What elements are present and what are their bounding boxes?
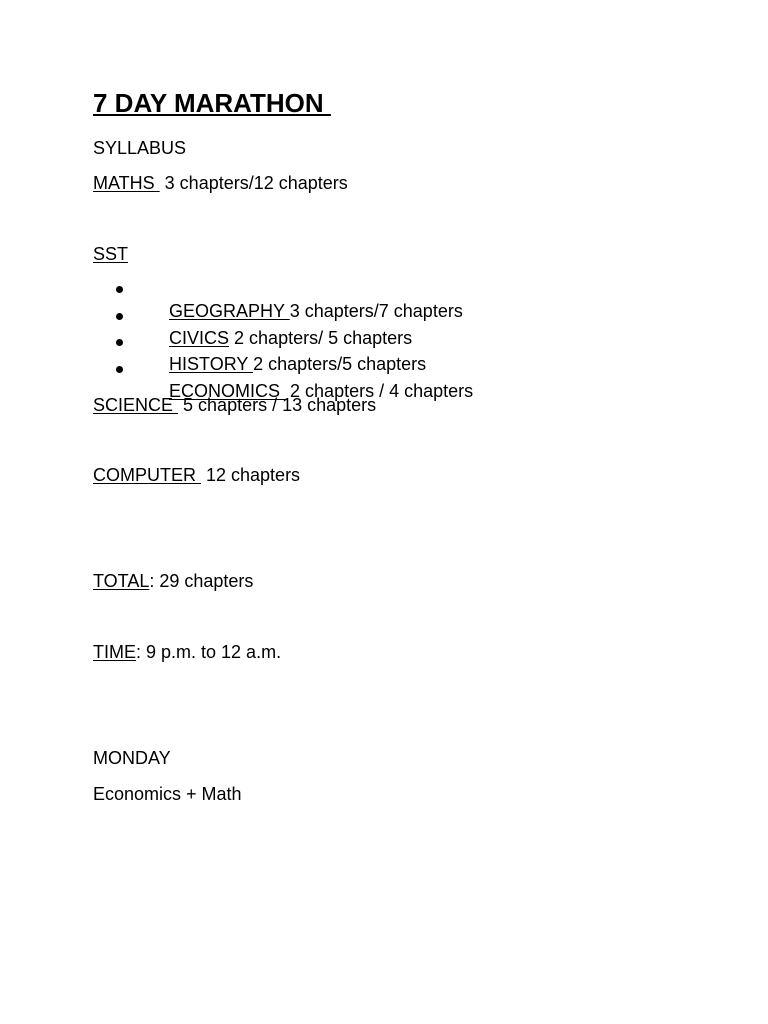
- history-label: HISTORY: [169, 354, 254, 374]
- time-line: [93, 641, 281, 663]
- total-label: TOTAL: [93, 571, 150, 591]
- economics-detail: 2 chapters / 4 chapters: [285, 380, 474, 401]
- bullet-icon: [116, 339, 123, 346]
- syllabus-heading: SYLLABUS: [93, 138, 187, 158]
- time-detail: : 9 p.m. to 12 a.m.: [136, 642, 282, 662]
- bullet-icon: [116, 313, 123, 320]
- science-detail: 5 chapters / 13 chapters: [178, 395, 377, 415]
- sst-label: SST: [93, 244, 129, 264]
- time-label: TIME: [93, 642, 136, 662]
- civics-label: CIVICS: [169, 327, 230, 348]
- geography-detail: 3 chapters/7 chapters: [289, 301, 463, 321]
- day-heading: MONDAY: [93, 748, 171, 768]
- day-plan: Economics + Math: [93, 784, 242, 804]
- maths-label: MATHS: [93, 173, 160, 193]
- list-item: [93, 278, 473, 321]
- bullet-icon: [116, 366, 123, 373]
- computer-label: COMPUTER: [93, 465, 201, 485]
- maths-line: [93, 172, 348, 194]
- geography-label: GEOGRAPHY: [169, 301, 290, 321]
- sst-topic-list: [93, 278, 474, 401]
- total-line: [93, 570, 253, 592]
- sst-heading: [93, 243, 128, 265]
- total-detail: : 29 chapters: [149, 571, 254, 591]
- civics-detail: 2 chapters/ 5 chapters: [229, 327, 413, 348]
- bullet-icon: [116, 286, 123, 293]
- list-item: [93, 305, 473, 348]
- computer-detail: 12 chapters: [201, 465, 301, 485]
- history-detail: 2 chapters/5 chapters: [253, 354, 427, 374]
- economics-label: ECONOMICS: [169, 380, 286, 401]
- list-item: [93, 331, 473, 374]
- computer-line: [93, 464, 300, 486]
- list-item: [93, 358, 474, 401]
- science-label: SCIENCE: [93, 395, 179, 415]
- maths-detail: 3 chapters/12 chapters: [159, 173, 348, 193]
- science-line: [93, 394, 376, 416]
- document-title: 7 DAY MARATHON: [93, 88, 331, 118]
